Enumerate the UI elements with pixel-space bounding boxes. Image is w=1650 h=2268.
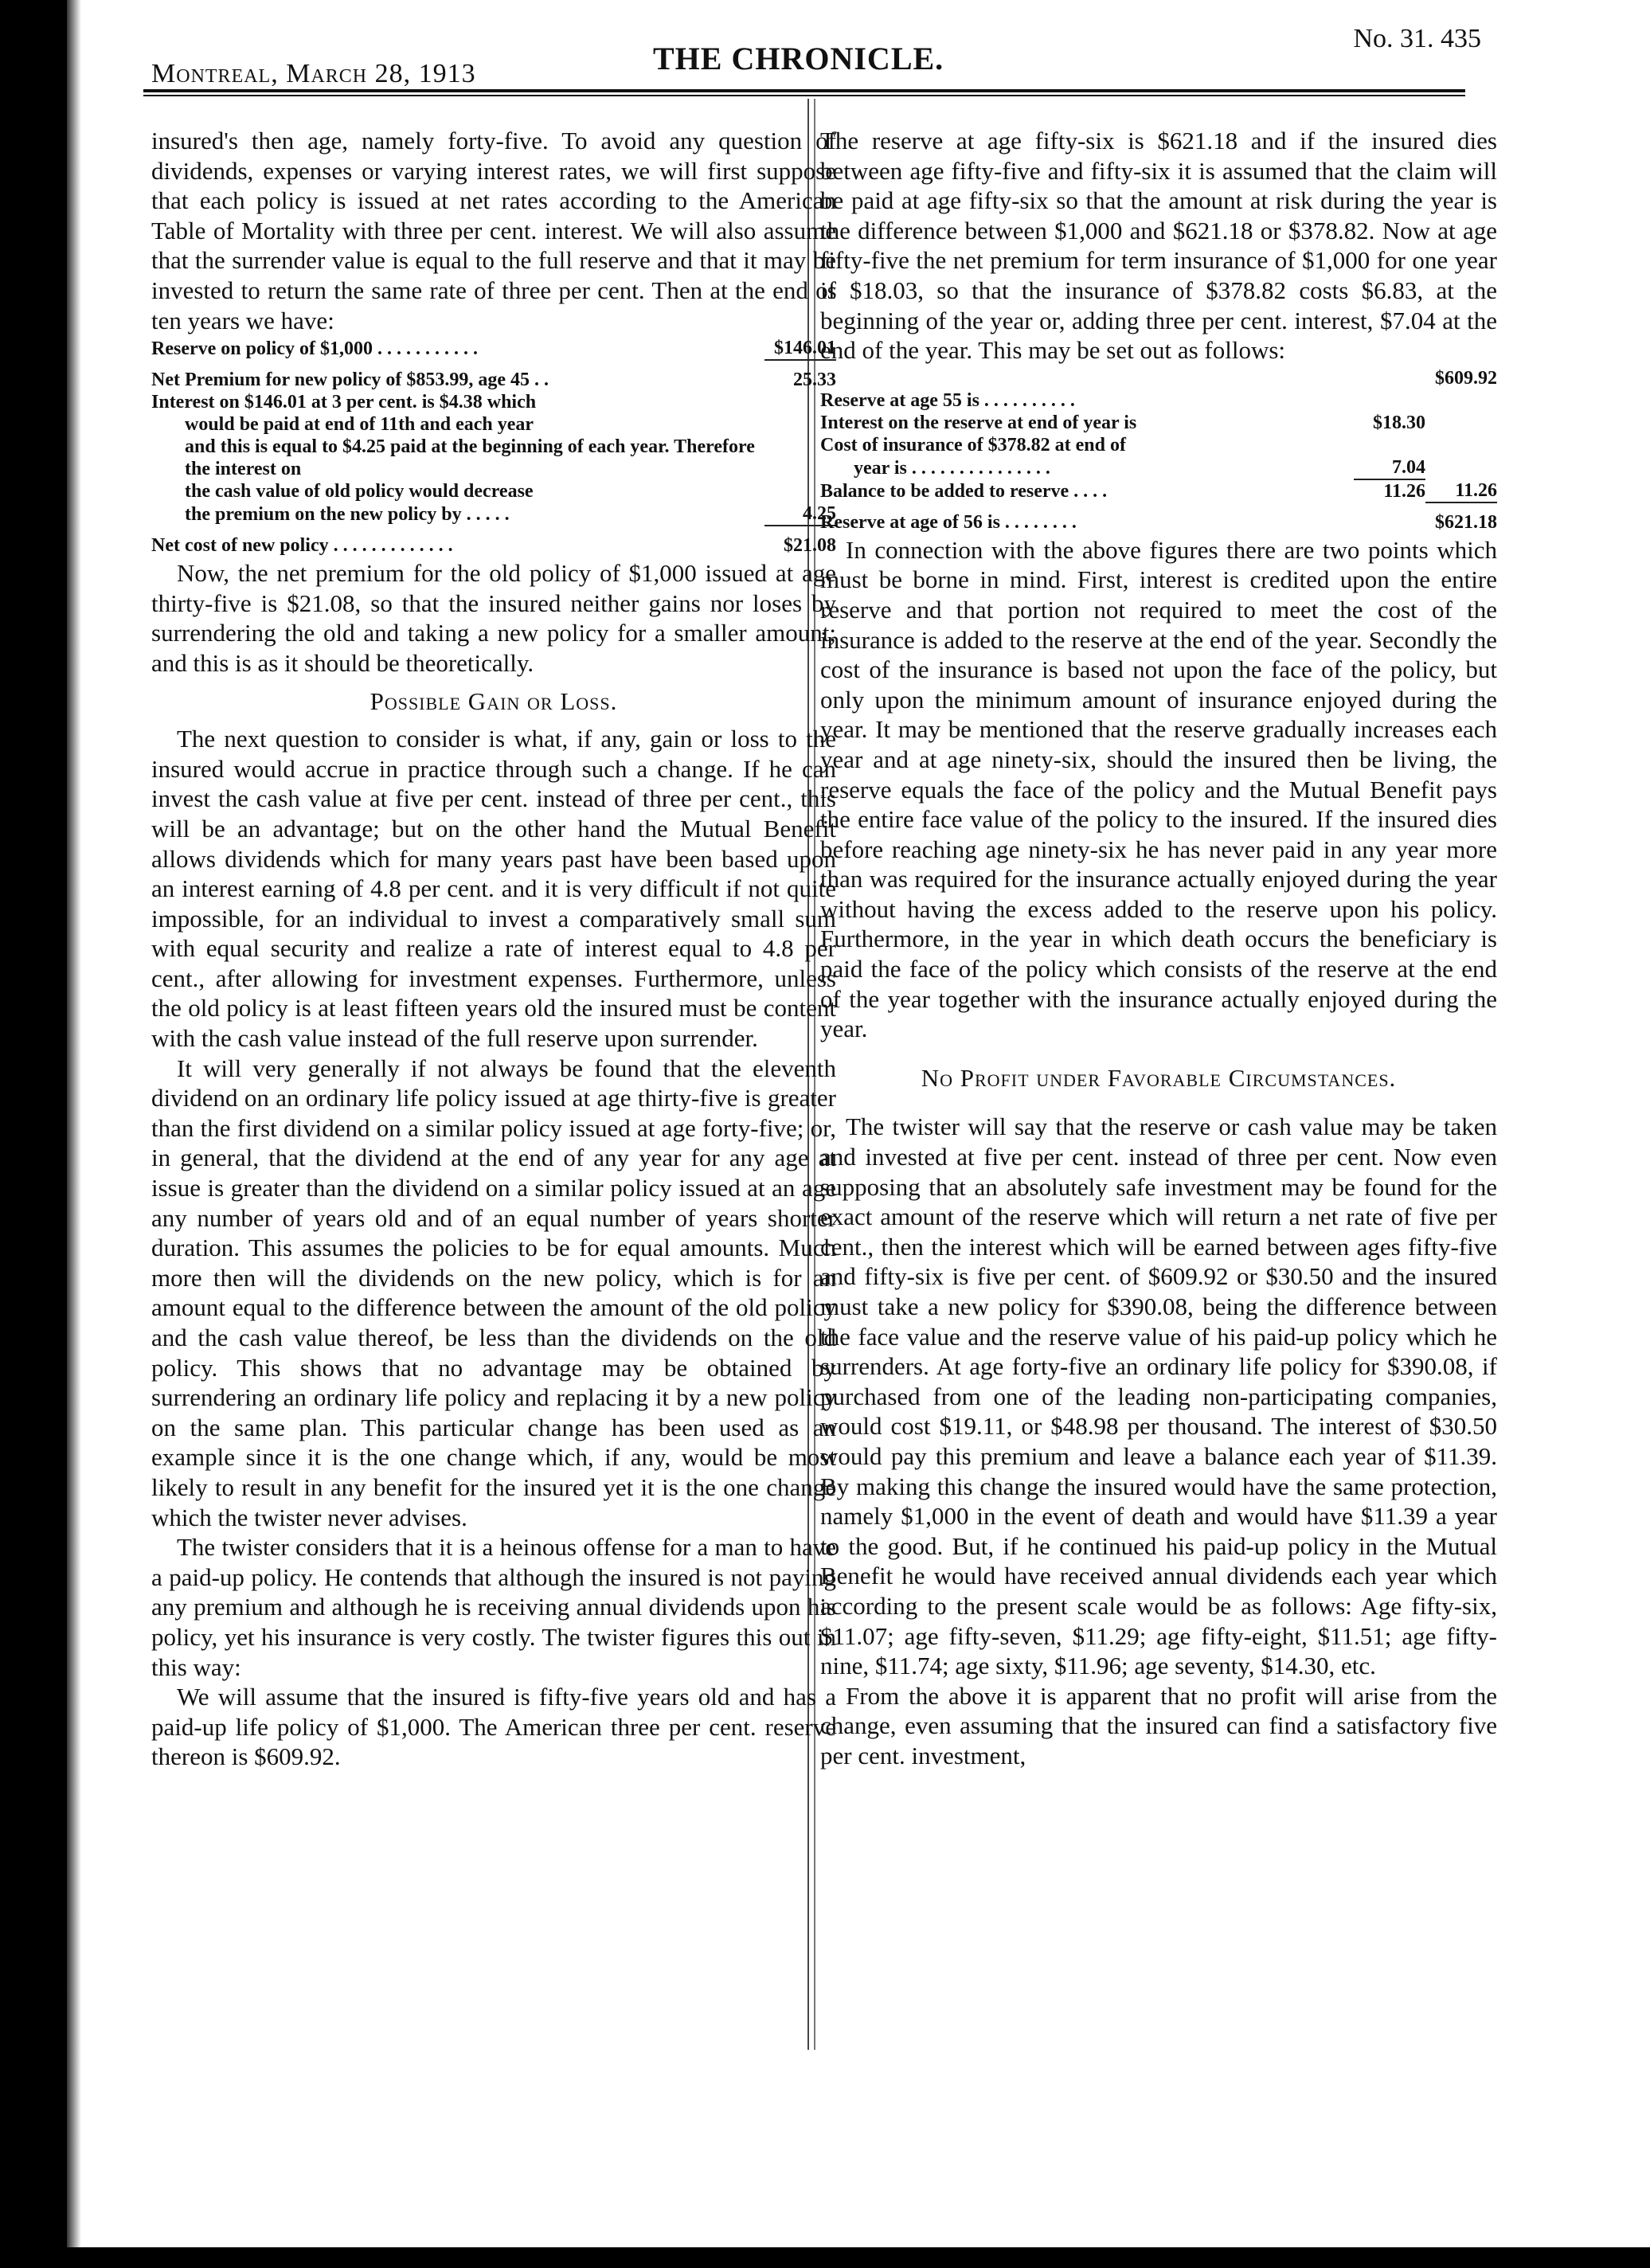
table-label: year is . . . . . . . . . . . . . . . [854, 457, 1050, 479]
paragraph: The reserve at age fifty-six is $621.18 and if the insured dies between age fifty-five and fifty-six it is assumed that the claim will be paid at age fifty-six so that the amount at risk during the year is the difference between $1,000 and $621.18 or $378.82. Now at age fifty-five the net premium for term insurance of $1,000 for one year is $18.03, so that the insurance of $378.82 costs $6.83, at the beginning of the year or, adding three per cent. interest, $7.04 at the end of the year. This may be set out as follows: [820, 127, 1497, 365]
scan-bottom-edge [0, 2247, 1650, 2268]
table-amount: 7.04 [1392, 456, 1425, 478]
left-column [151, 126, 836, 1772]
right-column [820, 126, 1497, 1771]
section-heading: Possible Gain or Loss. [369, 686, 618, 715]
table-amount: 11.26 [1455, 479, 1497, 501]
table-amount: $21.08 [784, 535, 836, 557]
table-amount: $609.92 [1435, 367, 1497, 389]
table-label: Interest on $146.01 at 3 per cent. is $4.38 which [151, 392, 537, 413]
paragraph: The twister will say that the reserve or cash value may be taken and invested at five per cent. instead of three per cent. Now even supposing that an absolutely safe investment may be found for the exact amount of the reserve which will return a net rate of five per cent., then the interest which will be earned between ages fifty-five and fifty-six is five per cent. of $609.92 or $30.50 and the insured must take a new policy for $390.08, being the difference between the face value and the reserve value of his paid-up policy which he surrenders. At age forty-five an ordinary life policy for $390.08, if purchased from one of the leading non-participating companies, would cost $19.11, or $48.98 per thousand. The interest of $30.50 would pay this premium and leave a balance each year of $11.39. By making this change the insured would have the same protection, namely $1,000 in the event of death and would have $11.39 a year to the good. But, if he continued his paid-up policy in the Mutual Benefit he would have received annual dividends each year which according to the present scale would be as follows: Age fifty-six, $11.07; age fifty-seven, $11.29; age fifty-eight, $11.51; age fifty-nine, $11.74; age sixty, $11.96; age seventy, $14.30, etc. [820, 1112, 1497, 1680]
table-amount: 4.25 [803, 503, 836, 525]
table-label: and this is equal to $4.25 paid at the beginning of each year. Therefore the interest on [185, 436, 755, 480]
paragraph: insured's then age, namely forty-five. To avoid any question of dividends, expenses or varying interest rates, we will first suppose that each policy is issued at net rates according to the American Table of Mortality with three per cent. interest. We will also assume that the surrender value is equal to the full reserve and that it may be invested to return the same rate of three per cent. Then at the end of ten years we have: [151, 127, 836, 334]
paragraph: From the above it is apparent that no profit will arise from the change, even assuming that the insured can find a satisfactory five per cent. investment, [820, 1681, 1497, 1769]
table-label: Net Premium for new policy of $853.99, age 45 . . [151, 370, 549, 391]
paragraph: The twister considers that it is a heinous offense for a man to have a paid-up policy. He contends that although the insured is not paying any premium and although he is receiving annual dividends upon his policy, yet his insurance is very costly. The twister figures this out in this way: [151, 1533, 836, 1681]
table-label: Reserve at age 55 is . . . . . . . . . . [820, 389, 1075, 411]
paragraph: In connection with the above figures there are two points which must be borne in mind. First, interest is credited upon the entire reserve and that portion not required to meet the cost of the insurance is added to the reserve at the end of the year. Secondly the cost of the insurance is based not upon the face of the policy, but only upon the minimum amount of insurance enjoyed during the year. It may be mentioned that the reserve gradually increases each year and at age ninety-six, should the insured then be living, the reserve equals the face of the policy and the Mutual Benefit pays the entire face value of the policy to the insured. If the insured dies before reaching age ninety-six he has never paid in any year more than was required for the insurance actually enjoyed during the year without having the excess added to the reserve upon his policy. Furthermore, in the year in which death occurs the beneficiary is paid the face of the policy which consists of the reserve at the end of the year together with the insurance actually enjoyed during the year. [820, 535, 1497, 1043]
table-label: Cost of insurance of $378.82 at end of [820, 434, 1126, 456]
paragraph: The next question to consider is what, if any, gain or loss to the insured would accrue in practice through such a change. If he can invest the cash value at five per cent. instead of three per cent., this will be an advantage; but on the other hand the Mutual Benefit allows dividends which for many years past have been based upon an interest earning of 4.8 per cent. and it is very difficult if not quite impossible, for an individual to invest a comparatively small sum with equal security and realize a rate of interest equal to 4.8 per cent., after allowing for investment expenses. Furthermore, unless the old policy is at least fifteen years old the insured must be content with the cash value instead of the full reserve upon surrender. [151, 725, 836, 1053]
section-heading: No Profit under Favorable Circumstances. [921, 1063, 1397, 1092]
running-header [143, 24, 1481, 88]
table-amount: $621.18 [1435, 511, 1497, 533]
table-label: the cash value of old policy would decrease [185, 481, 534, 502]
table-amount: 25.33 [793, 370, 836, 391]
table-label: Net cost of new policy . . . . . . . . . . . . . [151, 535, 453, 557]
scan-binding-shadow [67, 0, 81, 2247]
table-label: the premium on the new policy by . . . . . [185, 504, 510, 526]
paragraph: We will assume that the insured is fifty-five years old and has a paid-up life policy of $1,000. The American three per cent. reserve thereon is $609.92. [151, 1683, 836, 1771]
table-amount: $18.30 [1373, 412, 1425, 433]
table-label: Reserve on policy of $1,000 . . . . . . . . . . . [151, 338, 478, 360]
table-amount: 11.26 [1354, 479, 1425, 502]
header-page-number: No. 31. 435 [1353, 24, 1481, 53]
calculation-table-2 [820, 367, 1497, 534]
table-label: Reserve at age of 56 is . . . . . . . . [820, 511, 1077, 533]
calculation-table-1 [151, 337, 836, 557]
paragraph: Now, the net premium for the old policy of $1,000 issued at age thirty-five is $21.08, so that the insured neither gains nor loses by surrendering the old and taking a new policy for a smaller amount; and this is as it should be theoretically. [151, 559, 836, 677]
header-rule [143, 89, 1465, 96]
scan-left-edge [0, 0, 67, 2268]
header-title: THE CHRONICLE. [653, 41, 944, 76]
table-label: Interest on the reserve at end of year is [820, 412, 1137, 433]
header-dateline: Montreal, March 28, 1913 [151, 59, 476, 88]
table-label: Balance to be added to reserve . . . . [820, 480, 1108, 502]
table-label: would be paid at end of 11th and each year [185, 414, 534, 436]
table-amount: $146.01 [774, 338, 836, 359]
paragraph: It will very generally if not always be found that the eleventh dividend on an ordinary life policy issued at age thirty-five is greater than the first dividend on a similar policy issued at age forty-five; or, in general, that the dividend at the end of any year for any age at issue is greater than the dividend on a similar policy issued at an age any number of years old and of an equal number of years shorter duration. This assumes the policies to be for equal amounts. Much more then will the dividends on the new policy, which is for an amount equal to the difference between the amount of the old policy and the cash value thereof, be less than the dividends on the old policy. This shows that no advantage may be obtained by surrendering an ordinary life policy and replacing it by a new policy on the same plan. This particular change has been used as an example since it is the one change which, if any, would be most likely to result in any benefit for the insured yet it is the one change which the twister never advises. [151, 1054, 836, 1531]
